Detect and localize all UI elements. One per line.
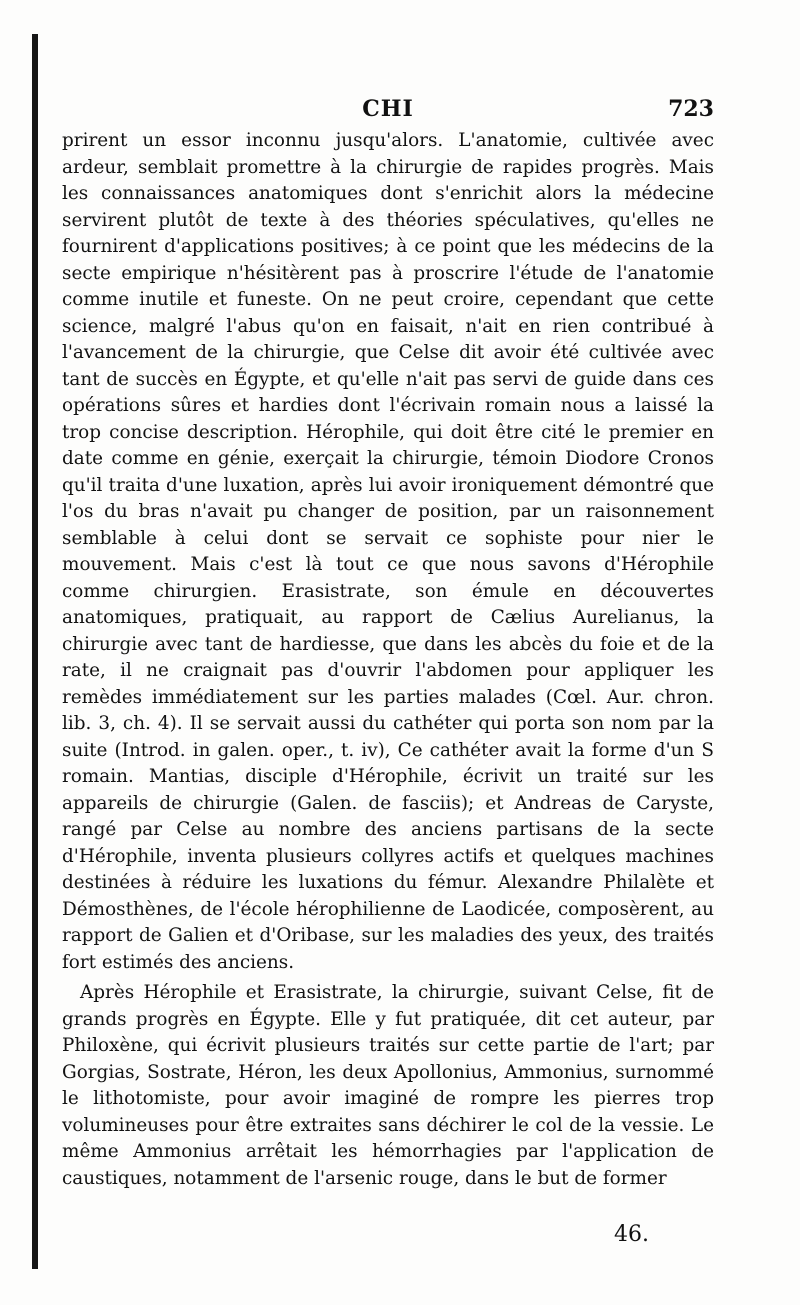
signature-mark: 46. [614,1222,649,1247]
running-head: CHI [362,96,414,122]
page-number: 723 [668,96,714,122]
paragraph-2: Après Hérophile et Erasistrate, la chirurgie, suivant Celse, fit de grands progrès en Égypte. Elle y fut pratiquée, dit cet auteur, par Philoxène, qui écrivit plusieurs traités sur cette partie de l'art; par Gorgias, Sostrate, Héron, les deux Apollonius, Ammonius, surnommé le lithotomiste, pour avoir imaginé de rompre les pierres trop volumineuses pour être extraites sans déchirer le col de la vessie. Le même Ammonius arrêtait les hémorrhagies par l'application de caustiques, notamment de l'arsenic rouge, dans le but de former [62,982,714,1189]
paragraph-1: prirent un essor inconnu jusqu'alors. L'anatomie, cultivée avec ardeur, semblait promettre à la chirurgie de rapides progrès. Mais les connaissances anatomiques dont s'enrichit alors la médecine servirent plutôt de texte à des théories spéculatives, qu'elles ne fournirent d'applications positives; à ce point que les médecins de la secte empirique n'hésitèrent pas à proscrire l'étude de l'anatomie comme inutile et funeste. On ne peut croire, cependant que cette science, malgré l'abus qu'on en faisait, n'ait en rien contribué à l'avancement de la chirurgie, que Celse dit avoir été cultivée avec tant de succès en Égypte, et qu'elle n'ait pas servi de guide dans ces opérations sûres et hardies dont l'écrivain romain nous a laissé la trop concise description. Hérophile, qui doit être cité le premier en date comme en génie, exerçait la chirurgie, témoin Diodore Cronos qu'il traita d'une luxation, après lui avoir ironiquement démontré que l'os du bras n'avait pu changer de position, par un raisonnement semblable à celui dont se servait ce sophiste pour nier le mouvement. Mais c'est là tout ce que nous savons d'Hérophile comme chirurgien. Erasistrate, son émule en découvertes anatomiques, pratiquait, au rapport de Cælius Aurelianus, la chirurgie avec tant de hardiesse, que dans les abcès du foie et de la rate, il ne craignait pas d'ouvrir l'abdomen pour appliquer les remèdes immédiatement sur les parties malades (Cœl. Aur. chron. lib. 3, ch. 4). Il se servait aussi du cathéter qui porta son nom par la suite (Introd. in galen. oper., t. iv), Ce cathéter avait la forme d'un S romain. Mantias, disciple d'Hérophile, écrivit un traité sur les appareils de chirurgie (Galen. de fasciis); et Andreas de Caryste, rangé par Celse au nombre des anciens partisans de la secte d'Hérophile, inventa plusieurs collyres actifs et quelques machines destinées à réduire les luxations du fémur. Alexandre Philalète et Démosthènes, de l'école hérophilienne de Laodicée, composèrent, au rapport de Galien et d'Oribase, sur les maladies des yeux, des traités fort estimés des anciens. [62,130,714,973]
binding-edge [32,34,38,1269]
body-text [62,128,714,1192]
page-header [62,96,714,130]
